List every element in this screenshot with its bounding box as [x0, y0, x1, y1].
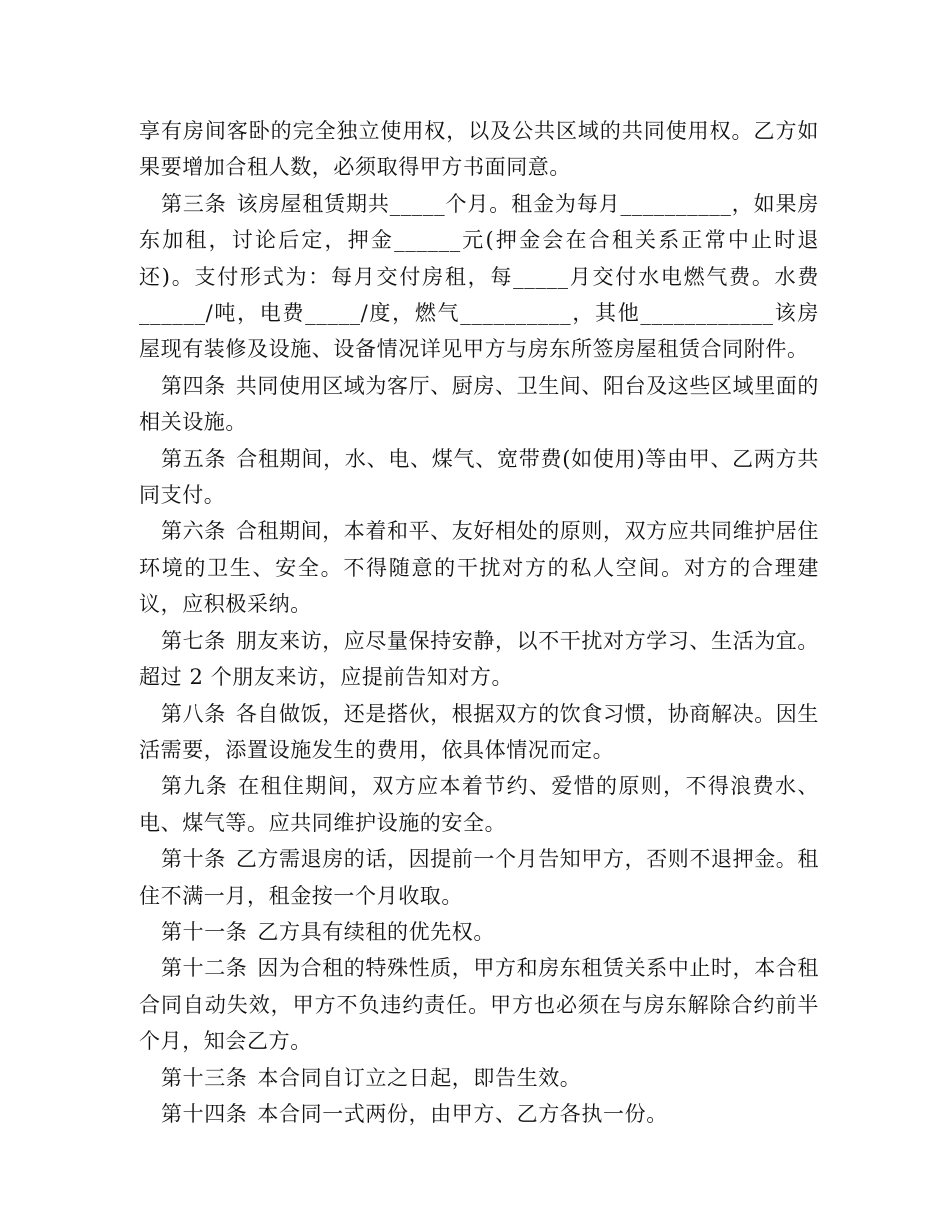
article-11 [139, 914, 819, 950]
article-text: 因为合租的特殊性质，甲方和房东租赁关系中止时，本合租合同自动失效，甲方不负违约责任。甲方也必须在与房东解除合约前半个月，知会乙方。 [139, 956, 820, 1054]
article-number: 第十一条 [161, 919, 248, 944]
article-text: 本合同一式两份，由甲方、乙方各执一份。 [257, 1101, 668, 1126]
article-text: 在租住期间，双方应本着节约、爱惜的原则，不得浪费水、电、煤气等。应共同维护设施的安全。 [139, 774, 819, 835]
article-text: 乙方需退房的话，因提前一个月告知甲方，否则不退押金。租住不满一月，租金按一个月收取。 [139, 847, 820, 908]
article-text: 共同使用区域为客厅、厨房、卫生间、阳台及这些区域里面的相关设施。 [139, 373, 820, 435]
article-number: 第八条 [161, 701, 226, 726]
article-9 [139, 768, 819, 841]
article-number: 第五条 [161, 446, 227, 471]
article-number: 第十条 [161, 847, 226, 872]
article-number: 第十四条 [161, 1101, 248, 1126]
article-text: 各自做饭，还是搭伙，根据双方的饮食习惯，协商解决。因生活需要，添置设施发生的费用，依具体情况而定。 [139, 701, 820, 762]
article-text: 本合同自订立之日起，即告生效。 [257, 1065, 582, 1090]
paragraph-text: 享有房间客卧的完全独立使用权，以及公共区域的共同使用权。乙方如果要增加合租人数，必须取得甲方书面同意。 [139, 119, 819, 180]
article-number: 第六条 [161, 519, 226, 544]
article-13 [139, 1060, 819, 1096]
paragraph-continued [139, 113, 819, 186]
article-number: 第九条 [161, 774, 229, 799]
article-6 [139, 513, 819, 622]
article-text: 合租期间，水、电、煤气、宽带费(如使用)等由甲、乙两方共同支付。 [139, 446, 819, 508]
article-number: 第十二条 [161, 956, 248, 981]
article-number: 第三条 [161, 191, 227, 216]
contract-text [139, 113, 819, 1132]
article-8 [139, 696, 819, 769]
article-number: 第四条 [161, 373, 226, 398]
article-4 [139, 368, 819, 441]
article-text: 合租期间，本着和平、友好相处的原则，双方应共同维护居住环境的卫生、安全。不得随意的干扰对方的私人空间。对方的合理建议，应积极采纳。 [139, 519, 820, 617]
article-7 [139, 623, 819, 696]
article-3 [139, 186, 819, 368]
article-text: 乙方具有续租的优先权。 [257, 919, 496, 944]
article-text: 该房屋租赁期共_____个月。租金为每月__________，如果房东加租，讨论后定，押金______元(押金会在合租关系正常中止时退还)。支付形式为：每月交付房租，每_____月交付水电燃气费。水费______/吨，电费_____/度，燃气__________，其他____________该房屋现有装修及设施、设备情况详见甲方与房东所签房屋租赁合同附件。 [139, 191, 819, 362]
article-5 [139, 441, 819, 514]
article-text: 朋友来访，应尽量保持安静，以不干扰对方学习、生活为宜。超过 2 个朋友来访，应提前告知对方。 [139, 628, 820, 690]
article-14 [139, 1096, 819, 1132]
article-12 [139, 950, 819, 1059]
article-number: 第七条 [161, 628, 226, 653]
article-10 [139, 841, 819, 914]
article-number: 第十三条 [161, 1065, 248, 1090]
